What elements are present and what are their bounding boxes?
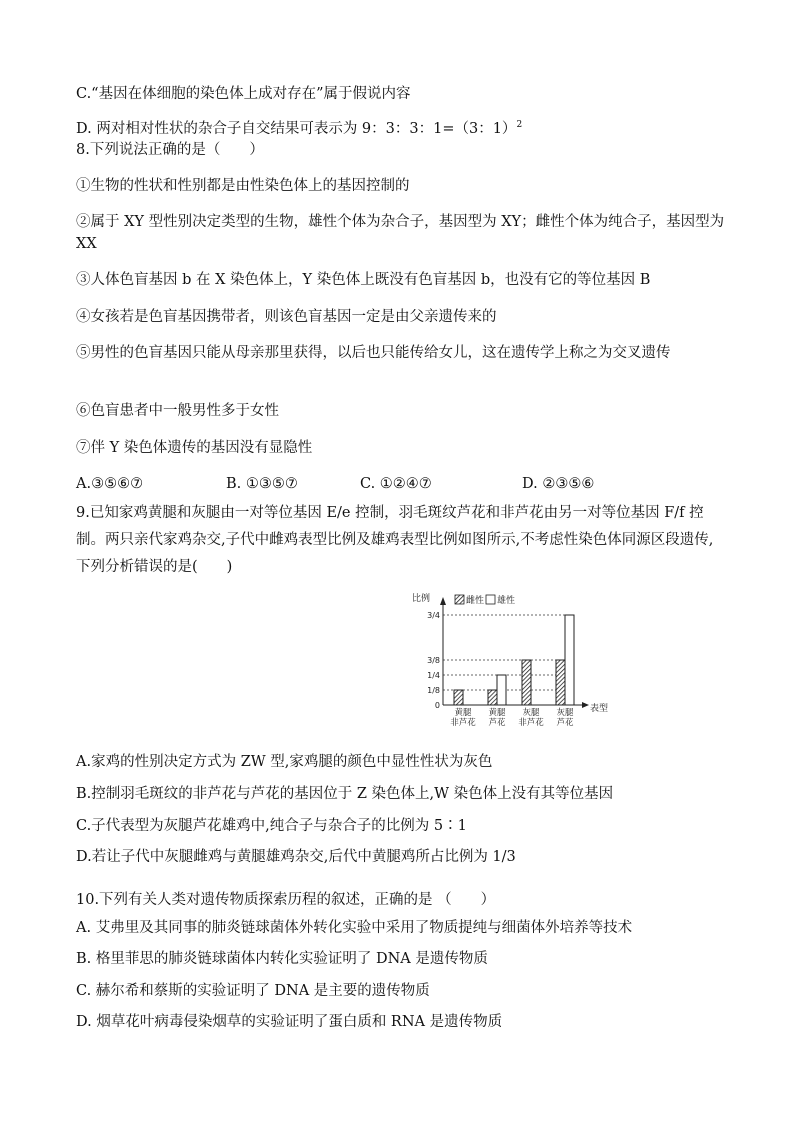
q8-option-d: D. ②③⑤⑥ (522, 476, 595, 492)
q10-option-d: D. 烟草花叶病毒侵染烟草的实验证明了蛋白质和 RNA 是遗传物质 (76, 1014, 503, 1030)
q9-option-b: B.控制羽毛斑纹的非芦花与芦花的基因位于 Z 染色体上,W 染色体上没有其等位基因 (76, 786, 614, 802)
x-tick-label: 芦花 (488, 718, 506, 728)
q8-option-c: C. ①②④⑦ (360, 476, 432, 492)
q8-options (76, 474, 594, 494)
y-axis-label: 比例 (412, 594, 431, 604)
q8-item-7: ⑦伴 Y 染色体遗传的基因没有显隐性 (76, 440, 313, 456)
q10-option-c: C. 赫尔希和蔡斯的实验证明了 DNA 是主要的遗传物质 (76, 983, 430, 999)
q8-item-5: ⑤男性的色盲基因只能从母亲那里获得，以后也只能传给女儿，这在遗传学上称之为交叉遗传 (76, 345, 671, 361)
bar-male (565, 615, 574, 705)
y-tick-label: 0 (434, 701, 440, 710)
q10-option-b: B. 格里菲思的肺炎链球菌体内转化实验证明了 DNA 是遗传物质 (76, 951, 488, 967)
x-tick-label: 灰腿 (522, 708, 540, 718)
q7-option-d-text: D. 两对相对性状的杂合子自交结果可表示为 9：3：3：1=（3：1） (76, 120, 517, 137)
q7-option-d (76, 115, 522, 139)
q9-option-c: C.子代表型为灰腿芦花雄鸡中,纯合子与杂合子的比例为 5∶1 (76, 818, 467, 834)
q7-option-c: C.“基因在体细胞的染色体上成对存在”属于假说内容 (76, 86, 411, 102)
q10-option-a: A. 艾弗里及其同事的肺炎链球菌体外转化实验中采用了物质提纯与细菌体外培养等技术 (76, 920, 633, 936)
y-tick-label: 3/8 (427, 656, 440, 665)
bar-female (454, 690, 463, 705)
x-tick-label: 非芦花 (450, 718, 476, 728)
phenotype-ratio-chart (410, 585, 620, 735)
legend-label-female: 雌性 (466, 596, 485, 606)
y-tick-label: 3/4 (427, 611, 440, 620)
x-tick-label: 灰腿 (556, 708, 574, 718)
x-tick-label: 芦花 (556, 718, 574, 728)
q10-stem: 10.下列有关人类对遗传物质探索历程的叙述，正确的是 （ ） (76, 892, 496, 908)
x-tick-label: 黄腿 (488, 708, 506, 718)
legend-label-male: 雄性 (497, 596, 516, 606)
bar-female (488, 690, 497, 705)
legend-swatch-male (486, 595, 495, 604)
x-axis-label: 表型 (590, 704, 609, 714)
x-tick-label: 非芦花 (518, 718, 544, 728)
q7-option-d-exponent: 2 (516, 120, 523, 130)
q8-option-b: B. ①③⑤⑦ (226, 476, 298, 492)
x-tick-label: 黄腿 (454, 708, 472, 718)
q9-stem: 9.已知家鸡黄腿和灰腿由一对等位基因 E/e 控制，羽毛斑纹芦花和非芦花由另一对等位基因 F/f 控制。两只亲代家鸡杂交,子代中雌鸡表型比例及雄鸡表型比例如图所示,不考虑性染色体同源区段遗传,下列分析错误的是( ) (76, 505, 714, 575)
bar-male (497, 675, 506, 705)
q8-item-6: ⑥色盲患者中一般男性多于女性 (76, 403, 279, 419)
bar-female (522, 660, 531, 705)
x-axis-arrow (582, 702, 589, 708)
q8-item-3: ③人体色盲基因 b 在 X 染色体上，Y 染色体上既没有色盲基因 b，也没有它的等位基因 B (76, 272, 651, 288)
y-axis-arrow (440, 597, 446, 605)
legend-swatch-female (455, 595, 464, 604)
q9-option-d: D.若让子代中灰腿雌鸡与黄腿雄鸡杂交,后代中黄腿鸡所占比例为 1/3 (76, 849, 516, 865)
q8-item-1: ①生物的性状和性别都是由性染色体上的基因控制的 (76, 178, 410, 194)
y-tick-label: 1/8 (427, 686, 440, 695)
bar-female (556, 660, 565, 705)
y-tick-label: 1/4 (427, 671, 440, 680)
q8-item-4: ④女孩若是色盲基因携带者，则该色盲基因一定是由父亲遗传来的 (76, 309, 497, 325)
q8-option-a: A.③⑤⑥⑦ (76, 476, 144, 492)
q8-item-2: ②属于 XY 型性别决定类型的生物，雄性个体为杂合子，基因型为 XY；雌性个体为纯合子，基因型为 XX (76, 214, 725, 252)
q8-stem: 8.下列说法正确的是（ ） (76, 142, 264, 158)
q9-option-a: A.家鸡的性别决定方式为 ZW 型,家鸡腿的颜色中显性性状为灰色 (76, 754, 493, 770)
